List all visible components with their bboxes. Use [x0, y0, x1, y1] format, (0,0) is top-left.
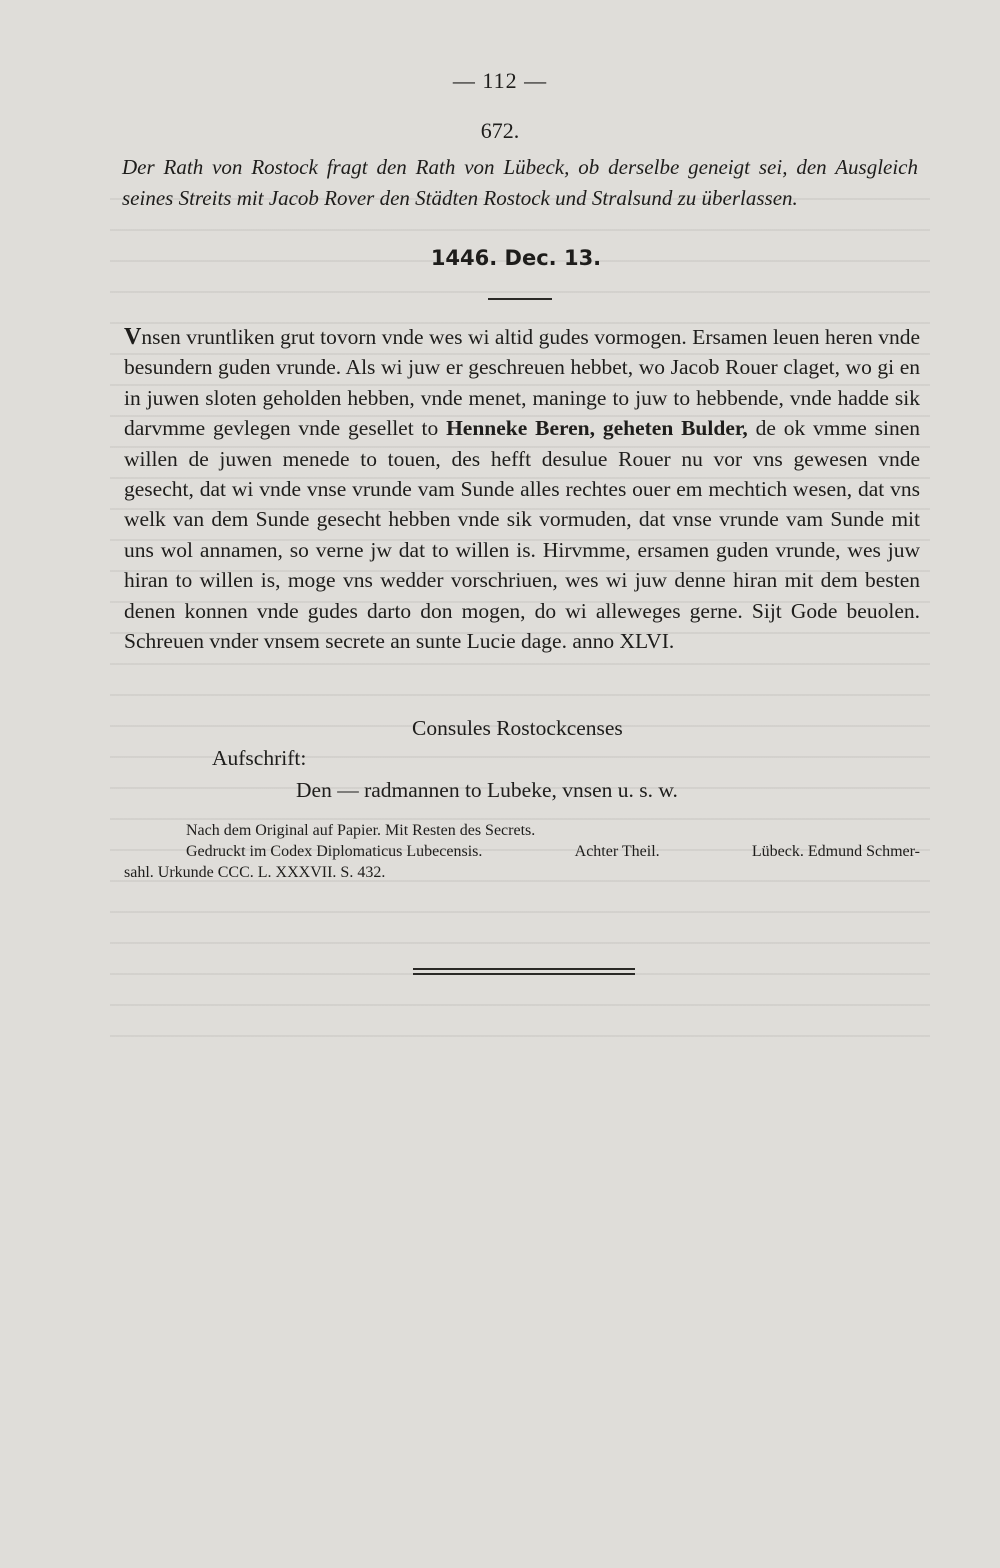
letter-text-part2: de ok vmme sinen willen de juwen menede to touen, des hefft desulue Rouer nu vor vns gewesen vnde gesecht, dat wi vnde vnse vrunde vam Sunde alles rechtes ouer em mechtich wesen, dat vns welk van dem Sunde gesecht hebben vnde sik vormuden, dat vnse vrunde vam Sunde mit uns wol annamen, so verne jw dat to willen is. Hirvmme, ersamen guden vrunde, wes juw hiran to willen is, moge vns wedder vorschriuen, wes wi juw denne hiran mit dem besten denen konnen vnde gudes darto don mogen, do wi alleweges gerne. Sijt Gode beuolen. Schreuen vnder vnsem secrete an sunte Lucie dage. anno XLVI.	[124, 416, 920, 654]
signature: Consules Rostockcenses	[412, 716, 623, 740]
note-line-2-right: Lübeck. Edmund Schmer-	[751, 843, 920, 860]
letter-text-part1: nsen vruntliken grut tovorn vnde wes wi altid gudes vormogen. Ersamen leuen heren vnde besundern guden vrunde. Als wi juw er geschreuen hebbet, wo Jacob Rouer claget, wo gi en in juwen sloten geholden hebben, vnde menet, maninge to juw to hebbende, vnde hadde sik darvmme gevlegen vnde gesellet to	[124, 325, 920, 441]
document-date: 1446. Dec. 13.	[430, 246, 602, 270]
drop-cap: V	[124, 324, 142, 350]
regest-summary: Der Rath von Rostock fragt den Rath von Lübeck, ob derselbe geneigt sei, den Ausgleich seines Streits mit Jacob Rover den Städten Rostock und Stralsund zu überlassen.	[122, 155, 918, 210]
aufschrift-label: Aufschrift:	[212, 746, 307, 770]
note-line-3: sahl. Urkunde CCC. L. XXXVII. S. 432.	[124, 864, 386, 881]
note-line-2-mid: Achter Theil.	[574, 843, 660, 860]
document-number: 672.	[480, 118, 520, 143]
letter-bold-name: Henneke Beren, geheten Bulder,	[446, 416, 748, 441]
end-double-rule	[413, 968, 635, 975]
page-number: — 112 —	[452, 68, 548, 93]
note-line-2	[124, 841, 920, 862]
address-line: Den — radmannen to Lubeke, vnsen u. s. w.	[296, 778, 678, 802]
separator-rule	[488, 298, 552, 300]
note-line-2-left: Gedruckt im Codex Diplomaticus Lubecensis.	[186, 843, 483, 860]
note-line-1: Nach dem Original auf Papier. Mit Resten des Secrets.	[186, 822, 536, 839]
source-notes	[124, 820, 920, 883]
letter-body	[124, 322, 920, 656]
